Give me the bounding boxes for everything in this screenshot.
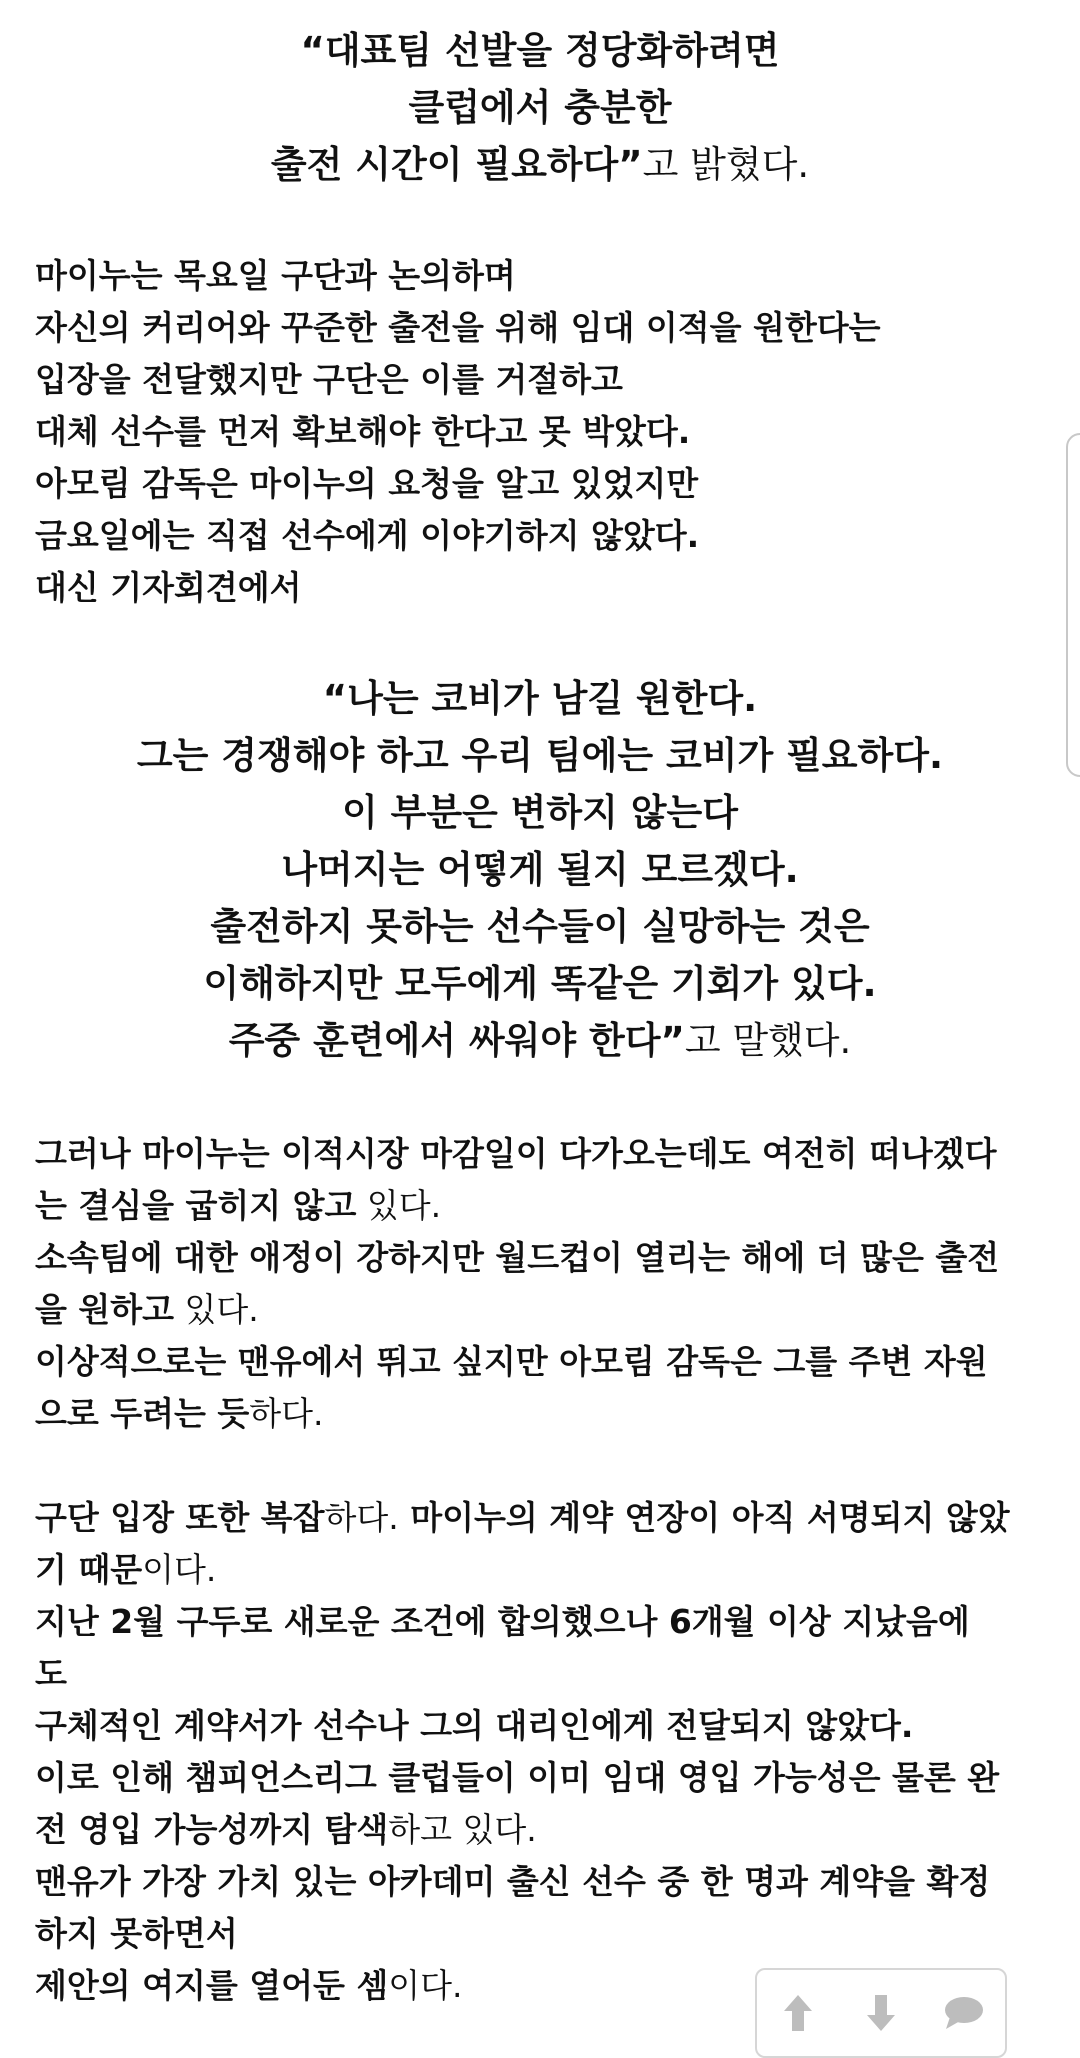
quote-block-2: [35, 670, 1045, 1069]
quote-text: 주중 훈련에서 싸워야 한다”: [228, 1019, 685, 1062]
quote-line: “나는 코비가 남길 원한다.: [322, 677, 758, 720]
paragraph-line: 도: [35, 1654, 67, 1693]
paragraph-text: 이다.: [142, 1550, 217, 1589]
paragraph-3: [35, 1492, 1045, 2012]
floating-nav-bar: [755, 1968, 1007, 2058]
paragraph-line: 아모림 감독은 마이누의 요청을 알고 있었지만: [35, 464, 699, 503]
paragraph-text: 있다.: [174, 1290, 259, 1329]
paragraph-line: 대신 기자회견에서: [35, 568, 302, 607]
paragraph-line: 대체 선수를 먼저 확보해야 한다고 못 박았다.: [35, 412, 691, 451]
paragraph-line: 자신의 커리어와 꾸준한 출전을 위해 임대 이적을 원한다는: [35, 308, 881, 347]
quote-attribution: 고 밝혔다.: [642, 143, 810, 186]
paragraph-line: [35, 1388, 1045, 1440]
paragraph-text: 하다.: [249, 1394, 324, 1433]
quote-attribution: 고 말했다.: [684, 1019, 852, 1062]
paragraph-line: 그러나 마이누는 이적시장 마감일이 다가오는데도 여전히 떠나겠다: [35, 1134, 997, 1173]
paragraph-text: 있다.: [356, 1186, 442, 1225]
comment-icon: [942, 1993, 986, 2033]
quote-line: “대표팀 선발을 정당화하려면: [300, 29, 780, 72]
paragraph-line: [35, 1180, 1045, 1232]
paragraph-line: [35, 1804, 1045, 1856]
comments-button[interactable]: [934, 1988, 994, 2038]
paragraph-line: 맨유가 가장 가치 있는 아카데미 출신 선수 중 한 명과 계약을 확정: [35, 1862, 991, 1901]
quote-line-last: [35, 136, 1045, 193]
paragraph-line: 구체적인 계약서가 선수나 그의 대리인에게 전달되지 않았다.: [35, 1706, 914, 1745]
quote-line: 이 부분은 변하지 않는다: [341, 791, 739, 834]
paragraph-line: 하지 못하면서: [35, 1914, 238, 1953]
quote-line: 출전하지 못하는 선수들이 실망하는 것은: [210, 905, 870, 948]
quote-line: 그는 경쟁해야 하고 우리 팀에는 코비가 필요하다.: [136, 734, 944, 777]
arrow-down-icon: [861, 1991, 901, 2035]
paragraph-line: [35, 1492, 1045, 1544]
scroll-up-button[interactable]: [768, 1988, 828, 2038]
paragraph-text: 이다.: [388, 1966, 463, 2005]
side-scroll-handle[interactable]: [1066, 433, 1080, 777]
paragraph-line: [35, 1284, 1045, 1336]
quote-line-last: [35, 1012, 1045, 1069]
paragraph-text: 마이누의 계약 연장이 아직 서명되지 않았: [398, 1498, 1010, 1537]
paragraph-text: 전 영입 가능성까지 탐색: [35, 1810, 389, 1849]
paragraph-line: 지난 2월 구두로 새로운 조건에 합의했으나 6개월 이상 지났음에: [35, 1602, 970, 1641]
paragraph-text: 기 때문: [35, 1550, 143, 1589]
paragraph-text: 을 원하고: [35, 1290, 175, 1329]
quote-line: 이해하지만 모두에게 똑같은 기회가 있다.: [203, 962, 877, 1005]
quote-line: 나머지는 어떻게 될지 모르겠다.: [281, 848, 799, 891]
paragraph-line: 금요일에는 직접 선수에게 이야기하지 않았다.: [35, 516, 700, 555]
quote-text: 출전 시간이 필요하다”: [270, 143, 643, 186]
arrow-up-icon: [778, 1991, 818, 2035]
paragraph-line: 이로 인해 챔피언스리그 클럽들이 이미 임대 영입 가능성은 물론 완: [35, 1758, 1000, 1797]
paragraph-line: 이상적으로는 맨유에서 뛰고 싶지만 아모림 감독은 그를 주변 자원: [35, 1342, 988, 1381]
paragraph-text: 구단 입장 또한 복잡: [35, 1498, 325, 1537]
paragraph-line: 입장을 전달했지만 구단은 이를 거절하고: [35, 360, 623, 399]
paragraph-line: 마이누는 목요일 구단과 논의하며: [35, 256, 516, 295]
paragraph-text: 하고 있다.: [388, 1810, 537, 1849]
scroll-down-button[interactable]: [851, 1988, 911, 2038]
paragraph-1: [35, 250, 1045, 614]
paragraph-text: 제안의 여지를 열어둔 셈: [35, 1966, 389, 2005]
paragraph-line: 소속팀에 대한 애정이 강하지만 월드컵이 열리는 해에 더 많은 출전: [35, 1238, 1000, 1277]
paragraph-text: 는 결심을 굽히지 않고: [35, 1186, 357, 1225]
quote-block-1: [35, 22, 1045, 193]
paragraph-line: [35, 1544, 1045, 1596]
paragraph-text: 하다.: [324, 1498, 399, 1537]
paragraph-text: 으로 두려는 듯: [35, 1394, 250, 1433]
paragraph-2: [35, 1128, 1045, 1440]
quote-line: 클럽에서 충분한: [408, 86, 672, 129]
